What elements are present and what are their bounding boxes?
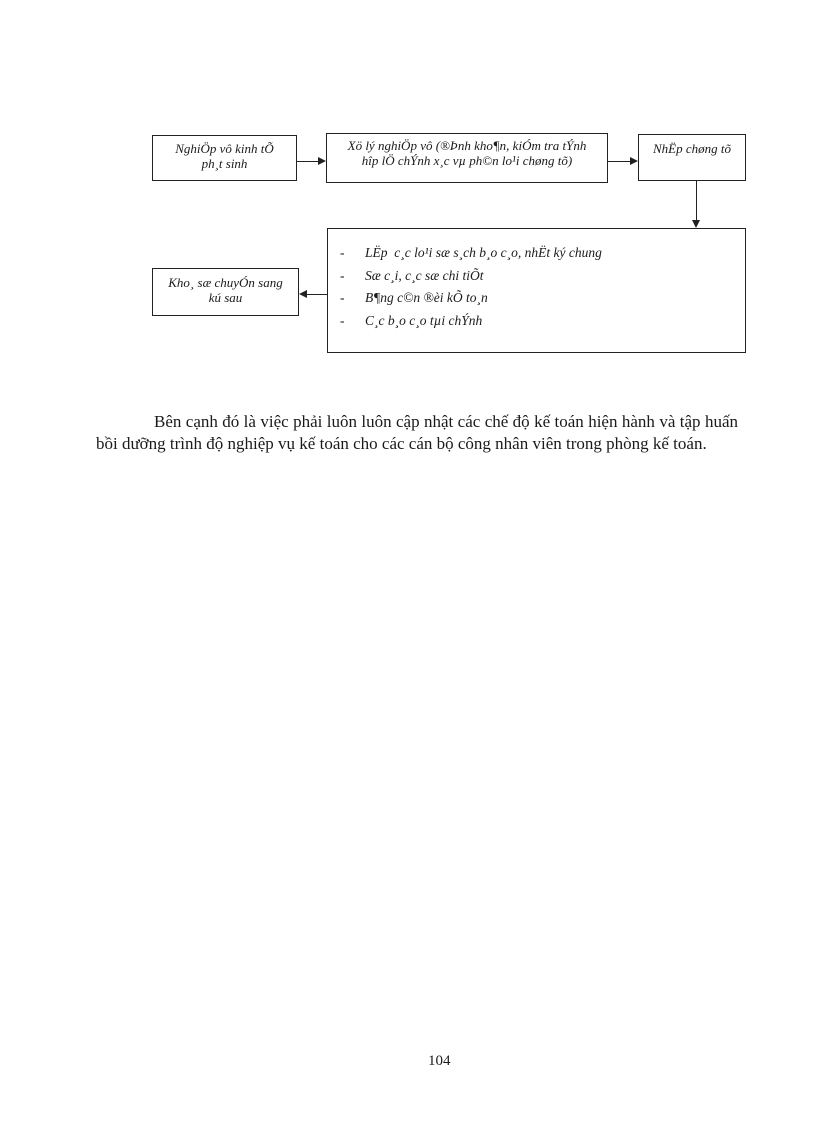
- list-dash-marker: -: [340, 312, 345, 328]
- box-text-line: ph¸t sinh: [201, 156, 248, 171]
- flowchart-box-reports: [327, 228, 746, 353]
- report-item-text: C¸c b¸o c¸o tµi chÝnh: [365, 312, 483, 328]
- box-text-line: Xö lý nghiÖp vô (®Þnh kho¶n, kiÓm tra tÝnh: [347, 138, 587, 153]
- arrow-line: [696, 181, 697, 221]
- flowchart-box-transaction: [152, 135, 297, 181]
- box-text-line: hîp lÖ chÝnh x¸c vµ ph©n lo¹i chøng tõ): [361, 153, 573, 168]
- box-text-line: NghiÖp vô kinh tÕ: [175, 141, 274, 156]
- arrow-line: [608, 161, 630, 162]
- report-item-text: Sæ c¸i, c¸c sæ chi tiÕt: [365, 267, 484, 283]
- arrowhead-left-icon: [299, 290, 307, 298]
- arrow-line: [297, 161, 318, 162]
- box-text-line: Kho¸ sæ chuyÓn sang: [168, 275, 283, 290]
- flowchart-box-processing: [326, 133, 608, 183]
- report-list-item: [340, 313, 739, 328]
- body-paragraph: Bên cạnh đó là việc phải luôn luôn cập nhật các chế độ kế toán hiện hành và tập huấn bồi dưỡng trình độ nghiệp vụ kế toán cho các cán bộ công nhân viên trong phòng kế toán.: [96, 412, 738, 453]
- arrowhead-right-icon: [630, 157, 638, 165]
- list-dash-marker: -: [340, 267, 345, 283]
- box-text-line: NhËp chøng tõ: [653, 141, 731, 156]
- arrowhead-down-icon: [692, 220, 700, 228]
- arrowhead-right-icon: [318, 157, 326, 165]
- report-list-item: [340, 245, 739, 260]
- arrow-line: [307, 294, 327, 295]
- list-dash-marker: -: [340, 245, 345, 260]
- flowchart-box-closing: [152, 268, 299, 316]
- report-list-item: [340, 268, 739, 283]
- flowchart-box-entry: [638, 134, 746, 181]
- report-list-item: [340, 290, 739, 305]
- page-number: 104: [428, 1053, 451, 1069]
- report-item-text: B¶ng c©n ®èi kÕ to¸n: [365, 290, 488, 305]
- box-text-line: kú sau: [208, 290, 243, 305]
- report-item-text: LËp c¸c lo¹i sæ s¸ch b¸o c¸o, nhËt ký chung: [365, 245, 602, 260]
- list-dash-marker: -: [340, 290, 345, 305]
